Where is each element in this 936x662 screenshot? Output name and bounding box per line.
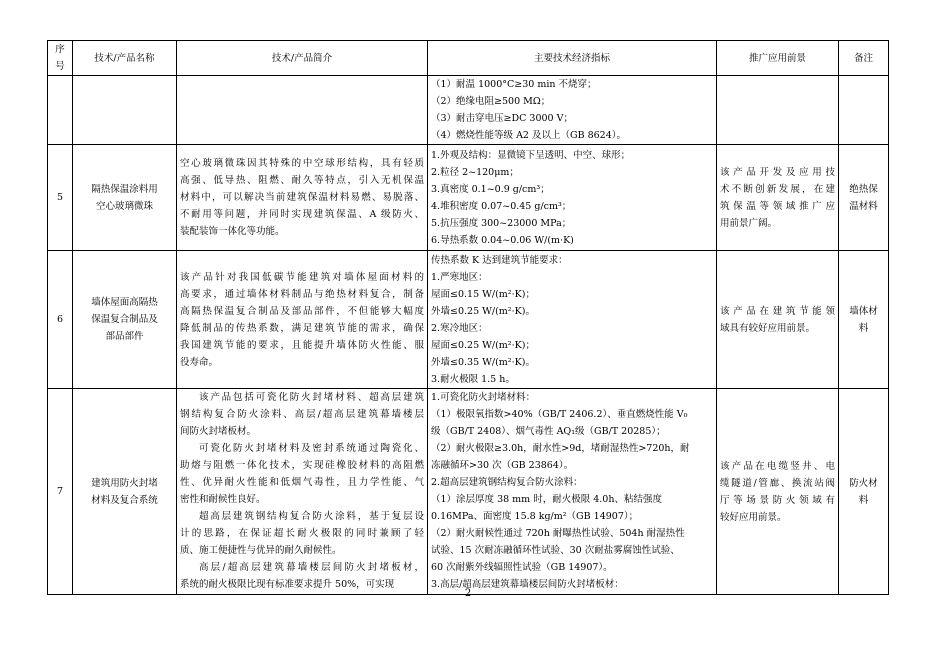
header-prospect: 推广应用前景 — [717, 41, 839, 76]
intro-line: 役寿命。 — [180, 356, 219, 368]
indicator-line: 外墙≤0.25 W/(m²·K)。 — [431, 305, 535, 317]
indicator-line: 5.抗压强度 300~23000 MPa； — [431, 217, 572, 229]
intro-line: 装配装饰一体化等功能。 — [180, 226, 285, 237]
indicator-line: （1）涂层厚度 38 mm 时，耐火极限 4.0h、粘结强度 — [431, 494, 662, 505]
row-intro — [177, 76, 428, 145]
intro-line: 质、施工便捷性与优异的耐久耐候性。 — [180, 545, 342, 556]
row-name — [73, 251, 177, 389]
indicator-line: 屋面≤0.15 W/(m²·K)； — [431, 288, 535, 300]
header-name: 技术/产品名称 — [73, 41, 177, 76]
row-name — [73, 145, 177, 251]
name-line: 隔热保温涂料用 — [91, 183, 158, 195]
indicator-line: 0.16MPa、面密度 15.8 kg/m²（GB 14907）； — [431, 511, 639, 522]
header-indicators: 主要技术经济指标 — [428, 41, 717, 76]
intro-line: 该产品针对我国低碳节能建筑对墙体屋面材料的 — [180, 271, 424, 283]
intro-line: 降低制品的传热系数，满足建筑节能的需求，确保 — [180, 322, 424, 334]
prospect-line: 筑保温等领域推广应 — [720, 200, 835, 212]
prospect-line: 域具有较好应用前景。 — [720, 322, 816, 334]
intro-line: 高层/超高层建筑幕墙楼层间防火封堵板材， — [199, 562, 424, 573]
row-intro — [177, 145, 428, 251]
indicator-line: （2）耐火极限≥3.0h，耐水性>9d，堵耐湿热性>720h，耐 — [431, 443, 690, 454]
remark-line: 料 — [858, 322, 869, 334]
remark-line: 绝热保 — [849, 183, 878, 195]
indicator-line: （4）燃烧性能等级 A2 及以上（GB 8624）。 — [431, 130, 627, 141]
technology-table — [47, 40, 889, 595]
indicator-line: 6.导热系数 0.04~0.06 W/(m·K) — [431, 234, 574, 246]
prospect-line: 该产品在建筑节能领 — [720, 305, 835, 317]
remark-line: 墙体材 — [849, 305, 878, 317]
row-remark — [839, 76, 889, 145]
row-name — [73, 76, 177, 145]
row-intro — [177, 389, 428, 595]
row-indicators — [428, 251, 717, 389]
indicator-line: 1.外观及结构：显微镜下呈透明、中空、球形； — [431, 149, 631, 161]
table-row — [48, 76, 889, 145]
row-name — [73, 389, 177, 595]
indicator-line: 试验、15 次耐冻融循环性试验、30 次耐盐雾腐蚀性试验、 — [431, 545, 680, 556]
prospect-line: 缆隧道/管廊、换流站阀 — [720, 477, 835, 489]
row-prospect — [717, 145, 839, 251]
indicator-line: 2.超高层建筑钢结构复合防火涂料： — [431, 477, 583, 488]
table-row — [48, 251, 889, 389]
indicator-line: 2.寒冷地区： — [431, 322, 488, 334]
row-prospect — [717, 251, 839, 389]
indicator-line: 传热系数 K 达到建筑节能要求： — [431, 254, 568, 266]
intro-line: 我国建筑节能的要求，且能提升墙体防火性能、服 — [180, 339, 424, 351]
table-header-row — [48, 41, 889, 76]
indicator-line: 3.高层/超高层建筑幕墙楼层间防火封堵板材： — [431, 579, 624, 590]
header-no: 序号 — [48, 41, 73, 76]
row-prospect — [717, 389, 839, 595]
indicator-line: 1.严寒地区： — [431, 271, 488, 283]
prospect-line: 该产品开发及应用技 — [720, 166, 835, 178]
indicator-line: 3.真密度 0.1~0.9 g/cm³； — [431, 183, 550, 195]
row-prospect — [717, 76, 839, 145]
page-number: 2 — [464, 588, 472, 599]
remark-line: 防火材 — [849, 477, 878, 489]
row-remark — [839, 389, 889, 595]
name-line: 墙体屋面高隔热 — [91, 297, 158, 308]
indicator-line: 4.堆积密度 0.07~0.45 g/cm³； — [431, 200, 572, 212]
header-intro: 技术/产品简介 — [177, 41, 428, 76]
remark-line: 料 — [858, 494, 869, 506]
name-line: 材料及复合系统 — [91, 494, 158, 506]
intro-line: 间防火封堵板材。 — [180, 426, 257, 437]
row-no — [48, 76, 73, 145]
intro-line: 系统的耐火极限比现有标准要求提升 50%，可实现 — [180, 579, 395, 590]
indicator-line: （3）耐击穿电压≥DC 3000 V； — [431, 113, 573, 124]
intro-line: 高要求，通过墙体材料制品与绝热材料复合，制备 — [180, 288, 424, 300]
intro-line: 该产品包括可瓷化防火封堵材料、超高层建筑 — [199, 392, 424, 403]
row-no: 7 — [48, 389, 73, 595]
indicator-line: 3.耐火极限 1.5 h。 — [431, 373, 515, 385]
row-indicators — [428, 389, 717, 595]
row-remark — [839, 145, 889, 251]
indicator-line: 冻融循环>30 次（GB 23864）。 — [431, 460, 574, 471]
name-line: 建筑用防火封堵 — [91, 477, 158, 489]
prospect-line: 厅等场景防火领域有 — [720, 494, 835, 506]
prospect-line: 术不断创新发展，在建 — [720, 183, 835, 195]
indicator-line: 外墙≤0.35 W/(m²·K)。 — [431, 356, 535, 368]
indicator-line: 屋面≤0.25 W/(m²·K)； — [431, 339, 535, 351]
table-row — [48, 145, 889, 251]
intro-line: 助熔与阻燃一体化技术，实现硅橡胶材料的高阻燃 — [180, 460, 424, 471]
indicator-line: 级（GB/T 2408）、烟气毒性 AQ₁级（GB/T 20285）； — [431, 426, 666, 437]
indicator-line: 60 次耐紫外线辐照性试验（GB 14907）。 — [431, 562, 613, 573]
intro-line: 高强、低导热、阻燃、耐久等特点，引入无机保温 — [180, 175, 424, 186]
indicator-line: 1.可瓷化防火封堵材料： — [431, 392, 536, 403]
intro-line: 不耐用等问题，并同时实现建筑保温、A 级防火、 — [180, 209, 424, 220]
prospect-line: 该产品在电缆竖井、电 — [720, 460, 835, 472]
intro-line: 可瓷化防火封堵材料及密封系统通过陶瓷化、 — [199, 443, 424, 454]
row-remark — [839, 251, 889, 389]
indicator-line: （1）极限氧指数>40%（GB/T 2406.2）、垂直燃烧性能 V₀ — [431, 409, 688, 420]
indicator-line: （2）绝缘电阻≥500 MΩ； — [431, 96, 551, 107]
name-line: 保温复合制品及 — [91, 314, 158, 325]
intro-line: 空心玻璃微珠因其特殊的中空球形结构，具有轻质 — [180, 158, 424, 169]
indicator-line: 2.粒径 2~120μm； — [431, 166, 519, 178]
intro-line: 超高层建筑钢结构复合防火涂料，基于复层设 — [199, 511, 424, 522]
header-remark: 备注 — [839, 41, 889, 76]
name-line: 空心玻璃微珠 — [95, 200, 153, 212]
row-no: 5 — [48, 145, 73, 251]
intro-line: 钢结构复合防火涂料、高层/超高层建筑幕墙楼层 — [180, 409, 424, 420]
table-row — [48, 389, 889, 595]
intro-line: 性、优异耐火性能和低烟气毒性，且力学性能、气 — [180, 477, 424, 488]
remark-line: 温材料 — [849, 200, 878, 212]
row-intro — [177, 251, 428, 389]
intro-line: 高隔热保温复合制品及部品部件，不但能够大幅度 — [180, 305, 424, 317]
row-no: 6 — [48, 251, 73, 389]
intro-line: 密性和耐候性良好。 — [180, 494, 266, 505]
intro-line: 计的思路，在保证超长耐火极限的同时兼顾了轻 — [180, 528, 424, 539]
prospect-line: 较好应用前景。 — [720, 511, 787, 523]
name-line: 部品部件 — [105, 331, 144, 342]
indicator-line: （2）耐火耐候性通过 720h 耐曝热性试验、504h 耐湿热性 — [431, 528, 685, 539]
row-indicators — [428, 76, 717, 145]
intro-line: 材料中，可以解决当前建筑保温材料易燃、易脱落、 — [180, 192, 424, 203]
row-indicators — [428, 145, 717, 251]
prospect-line: 用前景广阔。 — [720, 217, 778, 229]
indicator-line: （1）耐温 1000°C≥30 min 不烧穿； — [431, 79, 597, 90]
